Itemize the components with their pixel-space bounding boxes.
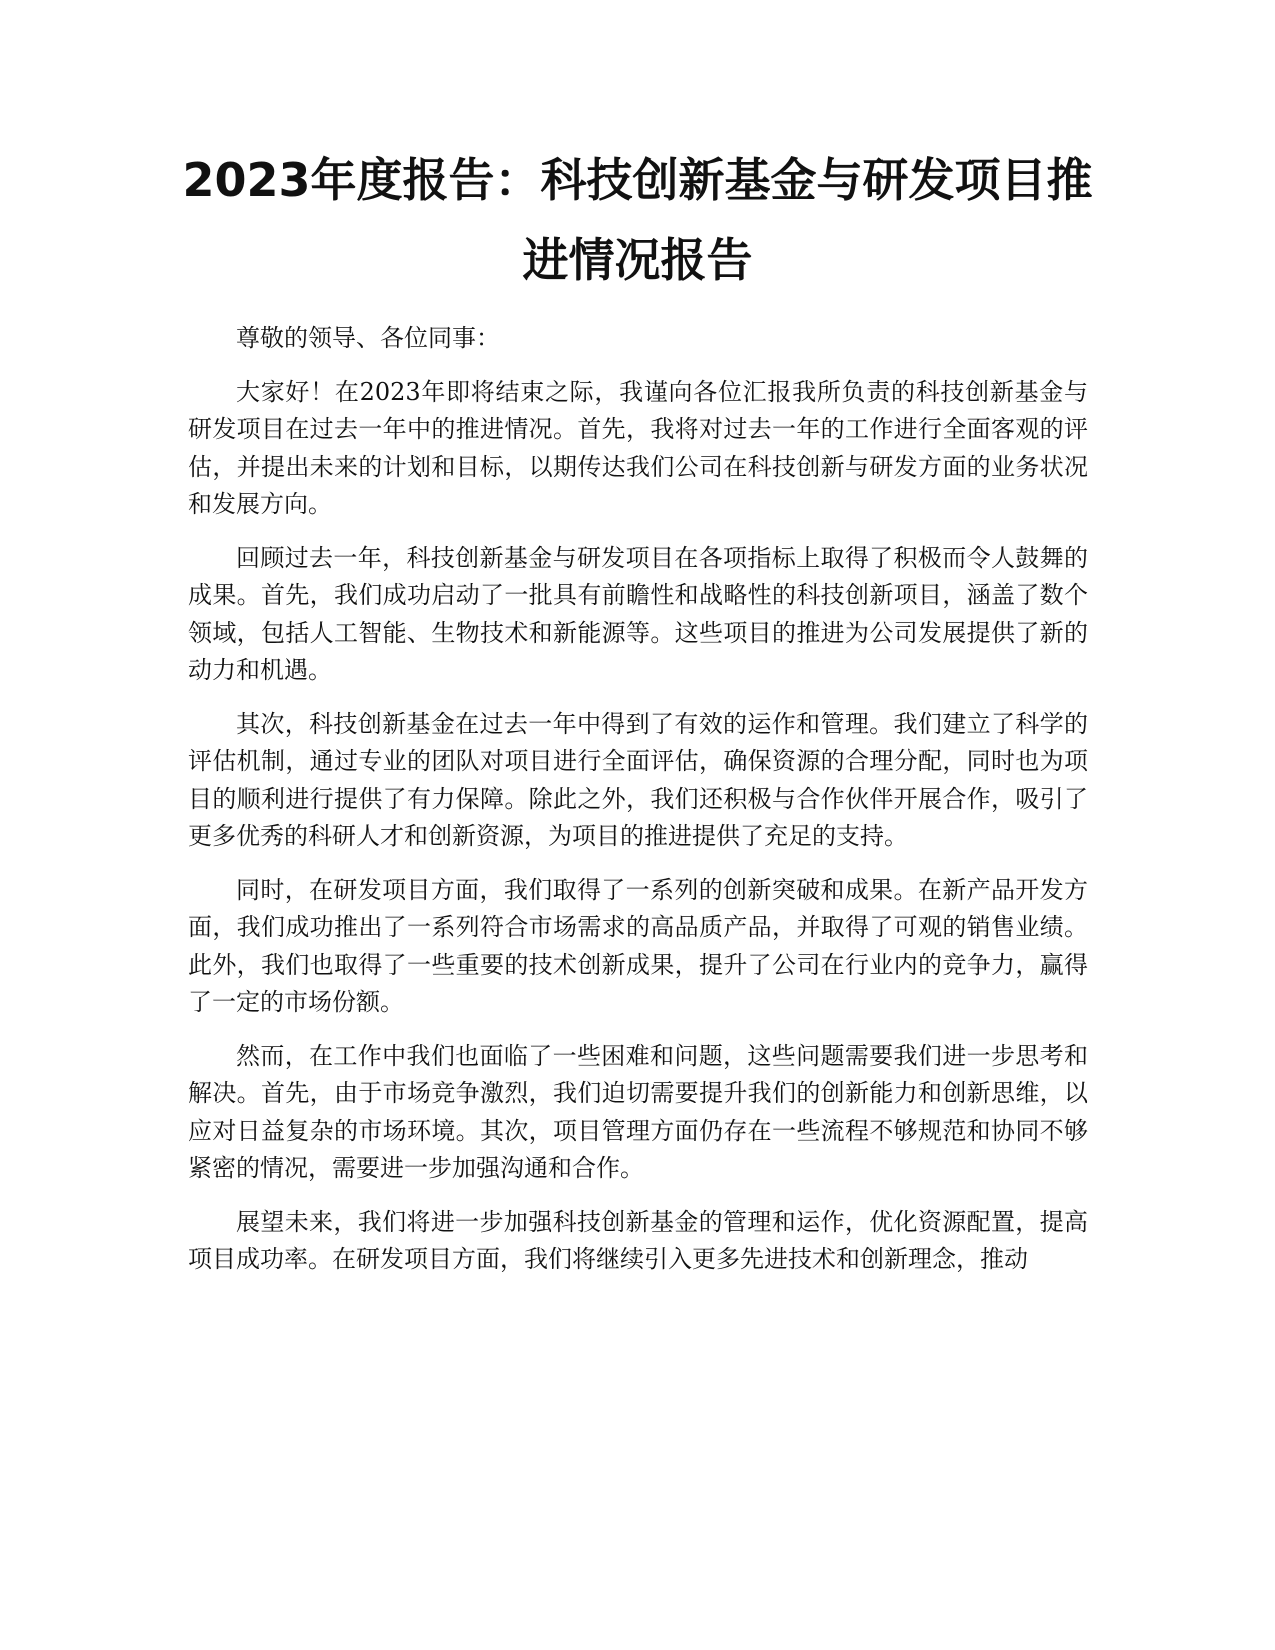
paragraph-outlook: 展望未来，我们将进一步加强科技创新基金的管理和运作，优化资源配置，提高项目成功率。在研发项目方面，我们将继续引入更多先进技术和创新理念，推动 [188, 1207, 1088, 1273]
paragraph-review: 回顾过去一年，科技创新基金与研发项目在各项指标上取得了积极而令人鼓舞的成果。首先，我们成功启动了一批具有前瞻性和战略性的科技创新项目，涵盖了数个领域，包括人工智能、生物技术和新能源等。这些项目的推进为公司发展提供了新的动力和机遇。 [188, 543, 1088, 684]
paragraph-salutation: 尊敬的领导、各位同事： [236, 324, 500, 352]
document-title: 2023年度报告：科技创新基金与研发项目推进情况报告 [182, 153, 1093, 287]
paragraph-intro: 大家好！在2023年即将结束之际，我谨向各位汇报我所负责的科技创新基金与研发项目在过去一年中的推进情况。首先，我将对过去一年的工作进行全面客观的评估，并提出未来的计划和目标，以期传达我们公司在科技创新与研发方面的业务状况和发展方向。 [188, 377, 1088, 518]
document-body [188, 320, 1088, 1295]
paragraph-rd-results: 同时，在研发项目方面，我们取得了一系列的创新突破和成果。在新产品开发方面，我们成功推出了一系列符合市场需求的高品质产品，并取得了可观的销售业绩。此外，我们也取得了一些重要的技术创新成果，提升了公司在行业内的竞争力，赢得了一定的市场份额。 [188, 875, 1088, 1016]
paragraph-fund-management: 其次，科技创新基金在过去一年中得到了有效的运作和管理。我们建立了科学的评估机制，通过专业的团队对项目进行全面评估，确保资源的合理分配，同时也为项目的顺利进行提供了有力保障。除此之外，我们还积极与合作伙伴开展合作，吸引了更多优秀的科研人才和创新资源，为项目的推进提供了充足的支持。 [188, 709, 1088, 850]
paragraph-challenges: 然而，在工作中我们也面临了一些困难和问题，这些问题需要我们进一步思考和解决。首先，由于市场竞争激烈，我们迫切需要提升我们的创新能力和创新思维，以应对日益复杂的市场环境。其次，项目管理方面仍存在一些流程不够规范和协同不够紧密的情况，需要进一步加强沟通和合作。 [188, 1041, 1088, 1182]
